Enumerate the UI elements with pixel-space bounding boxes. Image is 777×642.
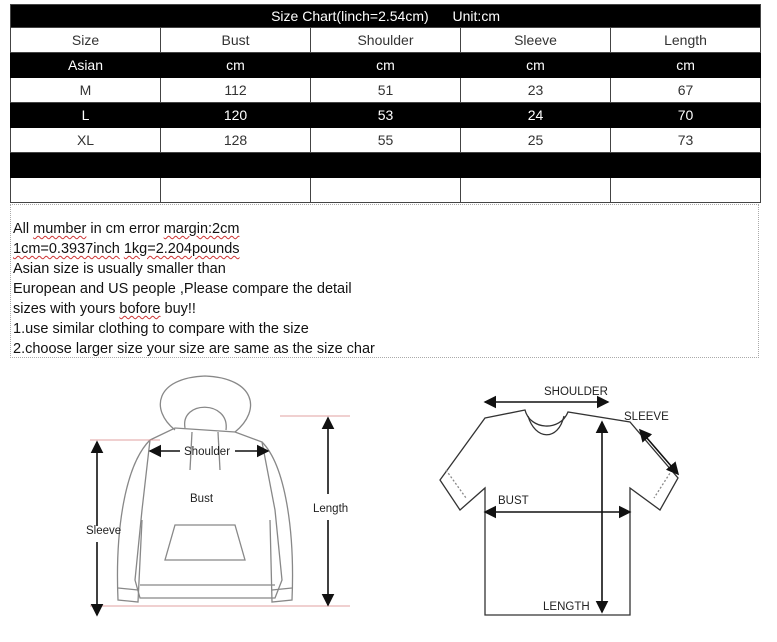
table-cell: 128 [161,128,311,153]
table-cell: 23 [461,78,611,103]
hoodie-shoulder-label: Shoulder [184,446,231,458]
size-chart-unit: Unit:cm [452,8,500,24]
header-cell: Sleeve [461,28,611,53]
empty-cell [311,178,461,203]
tshirt-diagram [430,370,700,640]
hoodie-outline-icon [117,376,292,602]
size-chart-table [10,4,761,203]
empty-cell [161,153,311,178]
table-cell: 51 [311,78,461,103]
hoodie-diagram [80,370,370,640]
note-text: in cm error [86,221,164,237]
tshirt-shoulder-label: SHOULDER [544,386,608,398]
table-cell: 25 [461,128,611,153]
empty-cell [611,178,761,203]
table-cell: 70 [611,103,761,128]
note-text: bofore [119,301,161,317]
table-row [11,78,761,103]
unit-cell: cm [311,53,461,78]
empty-cell [161,178,311,203]
header-cell: Length [611,28,761,53]
size-chart-title-cell [11,5,761,28]
empty-cell [11,153,161,178]
header-row [11,28,761,53]
unit-cell: cm [611,53,761,78]
empty-cell [611,153,761,178]
table-cell: 53 [311,103,461,128]
note-text: 1cm=0.3937inch [13,241,120,257]
empty-cell [461,178,611,203]
header-cell: Bust [161,28,311,53]
note-line: Asian size is usually smaller than [13,261,226,277]
table-cell: XL [11,128,161,153]
unit-cell: cm [161,53,311,78]
note-line [13,299,758,319]
empty-row [11,153,761,178]
header-cell: Shoulder [311,28,461,53]
note-line [13,219,758,239]
tshirt-sleeve-label: SLEEVE [624,411,669,423]
note-text: 1kg=2.204pounds [123,241,240,257]
table-cell: 67 [611,78,761,103]
table-cell: 112 [161,78,311,103]
table-cell: M [11,78,161,103]
note-text: margin:2cm [163,221,240,237]
empty-row [11,178,761,203]
hoodie-sleeve-label: Sleeve [86,525,122,537]
unit-row [11,53,761,78]
size-chart-title-row [11,5,761,28]
empty-cell [11,178,161,203]
notes-box [10,204,759,358]
table-cell: 55 [311,128,461,153]
empty-cell [311,153,461,178]
note-line: 1.use similar clothing to compare with the size [13,321,309,337]
table-row [11,128,761,153]
header-cell: Size [11,28,161,53]
tshirt-bust-label: BUST [498,495,529,507]
note-text: mumber [33,221,87,237]
size-chart-title: Size Chart(linch=2.54cm) [271,8,429,24]
table-cell: 24 [461,103,611,128]
table-cell: 120 [161,103,311,128]
hoodie-bust-label: Bust [190,493,214,505]
table-cell: 73 [611,128,761,153]
unit-cell: Asian [11,53,161,78]
table-cell: L [11,103,161,128]
tshirt-length-label: LENGTH [543,601,590,613]
tshirt-arrows [485,402,678,612]
hoodie-length-label: Length [313,503,349,515]
note-line [13,239,758,259]
table-row [11,103,761,128]
empty-cell [461,153,611,178]
note-line: 2.choose larger size your size are same as the size char [13,341,375,357]
unit-cell: cm [461,53,611,78]
note-text: All [13,221,34,237]
note-line: European and US people ,Please compare the detail [13,281,352,297]
note-text: sizes with yours [13,301,120,317]
note-text: buy!! [160,301,196,317]
hoodie-guides [90,416,350,606]
